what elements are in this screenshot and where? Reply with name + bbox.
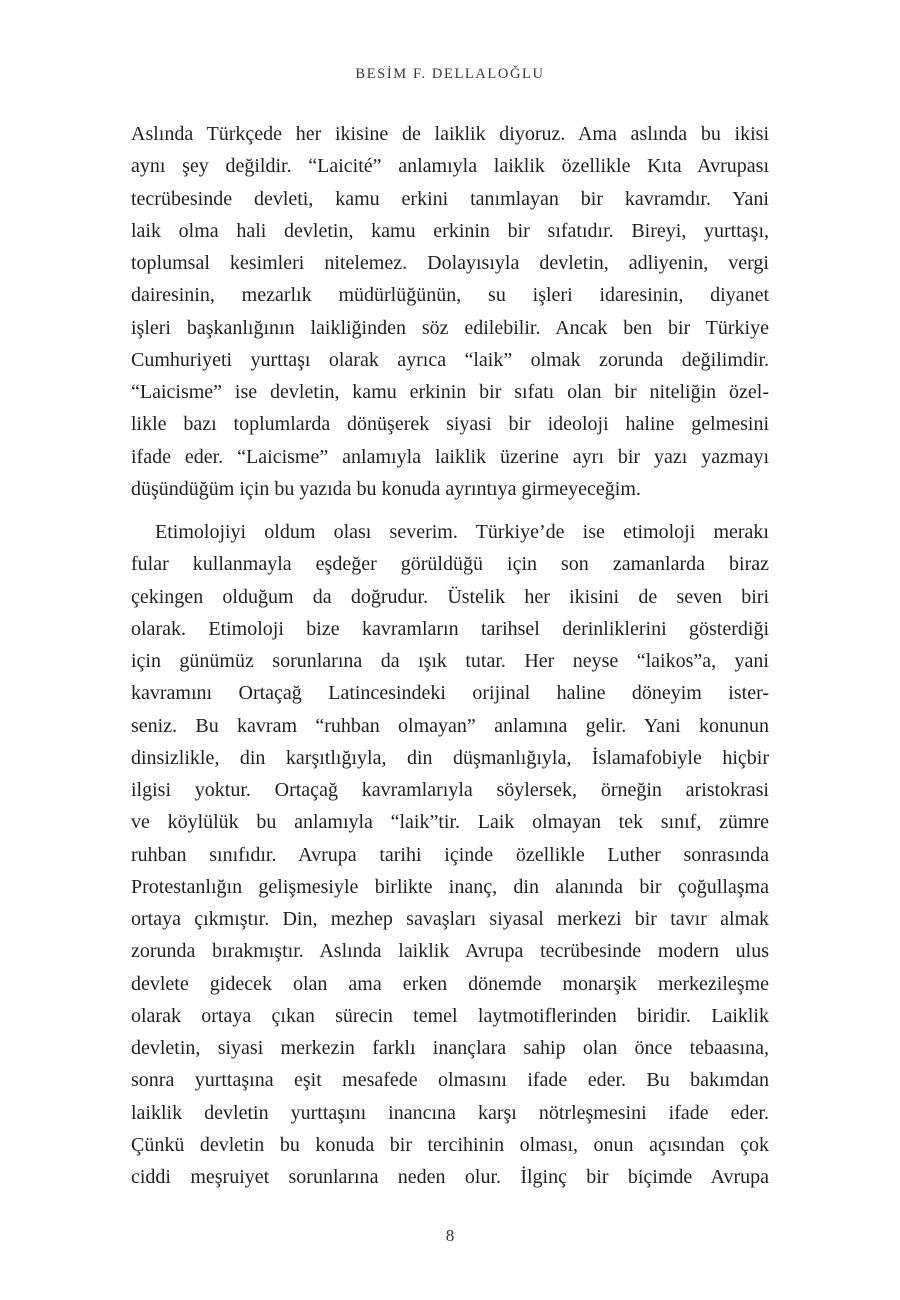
paragraph-spacing	[131, 505, 769, 516]
text-line: devletin, siyasi merkezin farklı inançlara sahip olan önce tebaasına,	[131, 1037, 769, 1059]
text-line: ciddi meşruiyet sorunlarına neden olur. İlginç bir biçimde Avrupa	[131, 1166, 769, 1188]
paragraph-2	[131, 516, 769, 1193]
text-line: aynı şey değildir. “Laicité” anlamıyla laiklik özellikle Kıta Avrupası	[131, 155, 769, 178]
text-line: laik olma hali devletin, kamu erkinin bir sıfatıdır. Bireyi, yurttaşı,	[131, 219, 769, 242]
text-line: olarak ortaya çıkan sürecin temel laytmotiflerinden biridir. Laiklik	[131, 1004, 769, 1027]
text-line: devlete gidecek olan ama erken dönemde monarşik merkezileşme	[131, 972, 769, 995]
text-line: olarak. Etimoloji bize kavramların tarihsel derinliklerini gösterdiği	[131, 617, 769, 640]
text-line: Çünkü devletin bu konuda bir tercihinin olması, onun açısından çok	[131, 1133, 769, 1156]
text-line: dairesinin, mezarlık müdürlüğünün, su işleri idaresinin, diyanet	[131, 284, 769, 307]
text-line: ruhban sınıfıdır. Avrupa tarihi içinde özellikle Luther sonrasında	[131, 843, 769, 866]
text-line: seniz. Bu kavram “ruhban olmayan” anlamına gelir. Yani konunun	[131, 714, 769, 737]
text-line: düşündüğüm için bu yazıda bu konuda ayrıntıya girmeyeceğim.	[131, 477, 641, 500]
text-line: Aslında Türkçede her ikisine de laiklik diyoruz. Ama aslında bu ikisi	[131, 123, 769, 145]
text-line: zorunda bırakmıştır. Aslında laiklik Avrupa tecrübesinde modern ulus	[131, 940, 769, 963]
text-line: fular kullanmayla eşdeğer görüldüğü için son zamanlarda biraz	[131, 553, 769, 576]
paragraph-1	[131, 118, 769, 505]
text-line: Cumhuriyeti yurttaşı olarak ayrıca “laik” olmak zorunda değilimdir.	[131, 348, 769, 371]
text-line: ve köylülük bu anlamıyla “laik”tir. Laik olmayan tek sınıf, zümre	[131, 811, 769, 834]
text-line: Protestanlığın gelişmesiyle birlikte inanç, din alanında bir çoğullaşma	[131, 875, 769, 898]
text-line: çekingen olduğum da doğrudur. Üstelik her ikisini de seven biri	[131, 585, 769, 608]
text-line: Etimolojiyi oldum olası severim. Türkiye’de ise etimoloji merakı	[155, 521, 769, 543]
text-line: ifade eder. “Laicisme” anlamıyla laiklik üzerine ayrı bir yazı yazmayı	[131, 445, 769, 468]
text-line: ortaya çıkmıştır. Din, mezhep savaşları siyasal merkezi bir tavır almak	[131, 908, 769, 930]
text-line: kavramını Ortaçağ Latincesindeki orijinal haline döneyim ister-	[131, 682, 769, 705]
text-line: işleri başkanlığının laikliğinden söz edilebilir. Ancak ben bir Türkiye	[131, 316, 769, 339]
text-line: ilgisi yoktur. Ortaçağ kavramlarıyla söylersek, örneğin aristokrasi	[131, 779, 769, 801]
text-line: dinsizlikle, din karşıtlığıyla, din düşmanlığıyla, İslamafobiyle hiçbir	[131, 746, 769, 769]
text-line: sonra yurttaşına eşit mesafede olmasını ifade eder. Bu bakımdan	[131, 1069, 769, 1092]
running-head: BESİM F. DELLALOĞLU	[355, 66, 545, 82]
text-line: için günümüz sorunlarına da ışık tutar. Her neyse “laikos”a, yani	[131, 650, 769, 672]
text-line: laiklik devletin yurttaşını inancına karşı nötrleşmesini ifade eder.	[131, 1101, 769, 1124]
text-line: likle bazı toplumlarda dönüşerek siyasi bir ideoloji haline gelmesini	[131, 413, 769, 436]
body-text	[131, 118, 769, 1193]
text-line: tecrübesinde devleti, kamu erkini tanımlayan bir kavramdır. Yani	[131, 187, 769, 210]
text-line: toplumsal kesimleri nitelemez. Dolayısıyla devletin, adliyenin, vergi	[131, 252, 769, 274]
text-line: “Laicisme” ise devletin, kamu erkinin bir sıfatı olan bir niteliğin özel-	[131, 381, 769, 403]
page-number: 8	[445, 1226, 455, 1245]
